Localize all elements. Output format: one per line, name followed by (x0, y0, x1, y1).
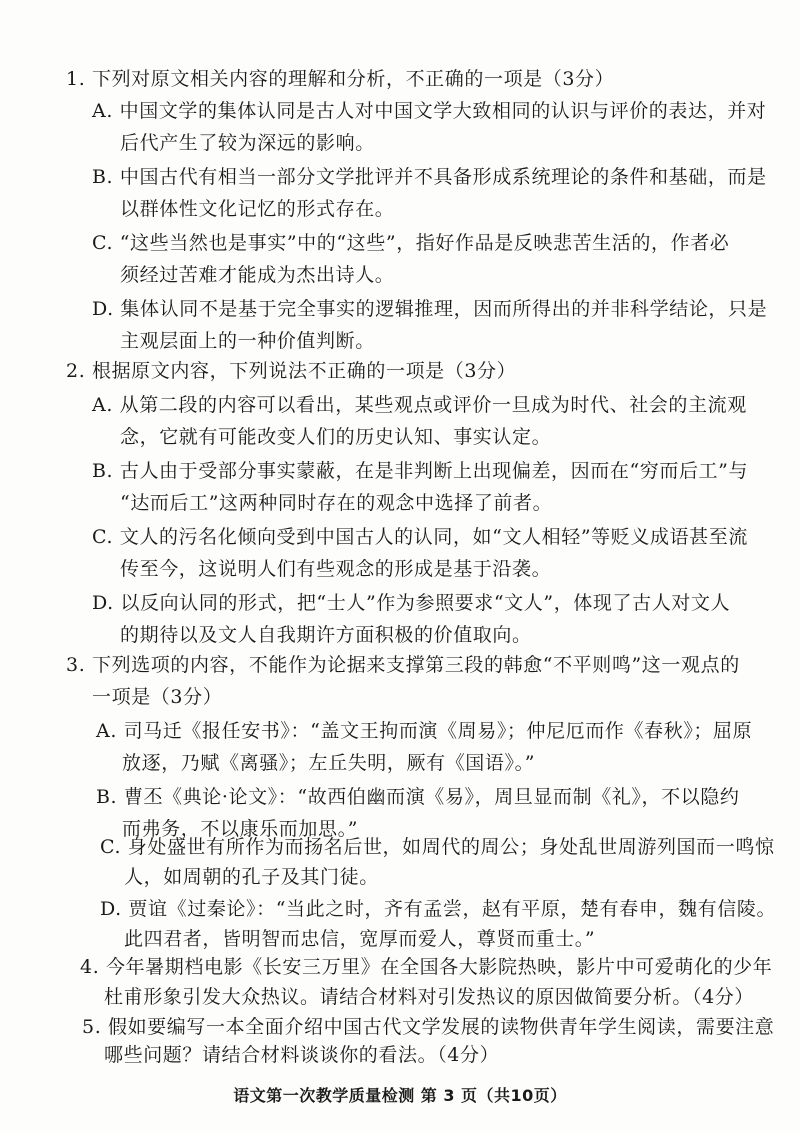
q1-option-d-line1: D. 集体认同不是基于完全事实的逻辑推理，因而所得出的并非科学结论，只是 (92, 298, 768, 320)
question-1-stem: 1. 下列对原文相关内容的理解和分析，不正确的一项是（3分） (66, 68, 615, 90)
question-5-line2: 哪些问题？请结合材料谈谈你的看法。（4分） (104, 1044, 500, 1066)
q3-option-a-line2: 放逐，乃赋《离骚》；左丘失明，厥有《国语》。” (122, 752, 536, 774)
q3-option-b-line2: 而弗务，不以康乐而加思。” (122, 818, 359, 840)
q2-option-a-line1: A. 从第二段的内容可以看出，某些观点或评价一旦成为时代、社会的主流观 (92, 394, 747, 416)
q1-option-a-line2: 后代产生了较为深远的影响。 (120, 132, 375, 154)
q2-option-d-line2: 的期待以及文人自我期许方面积极的价值取向。 (120, 624, 532, 646)
q1-option-b-line1: B. 中国古代有相当一部分文学批评并不具备形成系统理论的条件和基础，而是 (92, 166, 767, 188)
question-3-stem-line2: 一项是（3分） (92, 686, 223, 708)
q2-option-a-line2: 念，它就有可能改变人们的历史认知、事实认定。 (120, 426, 552, 448)
q1-option-d-line2: 主观层面上的一种价值判断。 (120, 330, 375, 352)
question-5-line1: 5. 假如要编写一本全面介绍中国古代文学发展的读物供青年学生阅读，需要注意 (82, 1016, 775, 1038)
q1-option-a-line1: A. 中国文学的集体认同是古人对中国文学大致相同的认识与评价的表达，并对 (92, 100, 767, 122)
question-4-line1: 4. 今年暑期档电影《长安三万里》在全国各大影院热映，影片中可爱萌化的少年 (80, 956, 773, 978)
question-4-line2: 杜甫形象引发大众热议。请结合材料对引发热议的原因做简要分析。（4分） (104, 986, 754, 1008)
q2-option-c-line2: 传至今，这说明人们有些观念的形成是基于沿袭。 (120, 558, 552, 580)
q3-option-c-line2: 人，如周朝的孔子及其门徒。 (124, 866, 379, 888)
q2-option-d-line1: D. 以反向认同的形式，把“士人”作为参照要求“文人”，体现了古人对文人 (92, 592, 731, 614)
q2-option-b-line1: B. 古人由于受部分事实蒙蔽，在是非判断上出现偏差，因而在“穷而后工”与 (92, 460, 749, 482)
q3-option-c-line1: C. 身处盛世有所作为而扬名后世，如周代的周公；身处乱世周游列国而一鸣惊 (100, 836, 775, 858)
q1-option-c-line2: 须经过苦难才能成为杰出诗人。 (120, 264, 395, 286)
question-3-stem-line1: 3. 下列选项的内容，不能作为论据来支撑第三段的韩愈“不平则鸣”这一观点的 (66, 654, 740, 676)
question-2-stem: 2. 根据原文内容，下列说法不正确的一项是（3分） (66, 360, 517, 382)
q3-option-a-line1: A. 司马迁《报任安书》：“盖文王拘而演《周易》；仲尼厄而作《春秋》；屈原 (96, 720, 753, 742)
q1-option-b-line2: 以群体性文化记忆的形式存在。 (120, 198, 395, 220)
q1-option-c-line1: C. “这些当然也是事实”中的“这些”，指好作品是反映悲苦生活的，作者必 (92, 232, 730, 254)
page-footer: 语文第一次教学质量检测 第 3 页（共10页） (233, 1086, 567, 1105)
q3-option-d-line1: D. 贾谊《过秦论》：“当此之时，齐有孟尝，赵有平原，楚有春申，魏有信陵。 (100, 898, 777, 920)
q3-option-b-line1: B. 曹丕《典论·论文》：“故西伯幽而演《易》，周旦显而制《礼》，不以隐约 (96, 786, 740, 808)
q2-option-b-line2: “达而后工”这两种同时存在的观念中选择了前者。 (120, 492, 553, 514)
q2-option-c-line1: C. 文人的污名化倾向受到中国古人的认同，如“文人相轻”等贬义成语甚至流 (92, 526, 748, 548)
q3-option-d-line2: 此四君者，皆明智而忠信，宽厚而爱人，尊贤而重士。” (124, 928, 596, 950)
